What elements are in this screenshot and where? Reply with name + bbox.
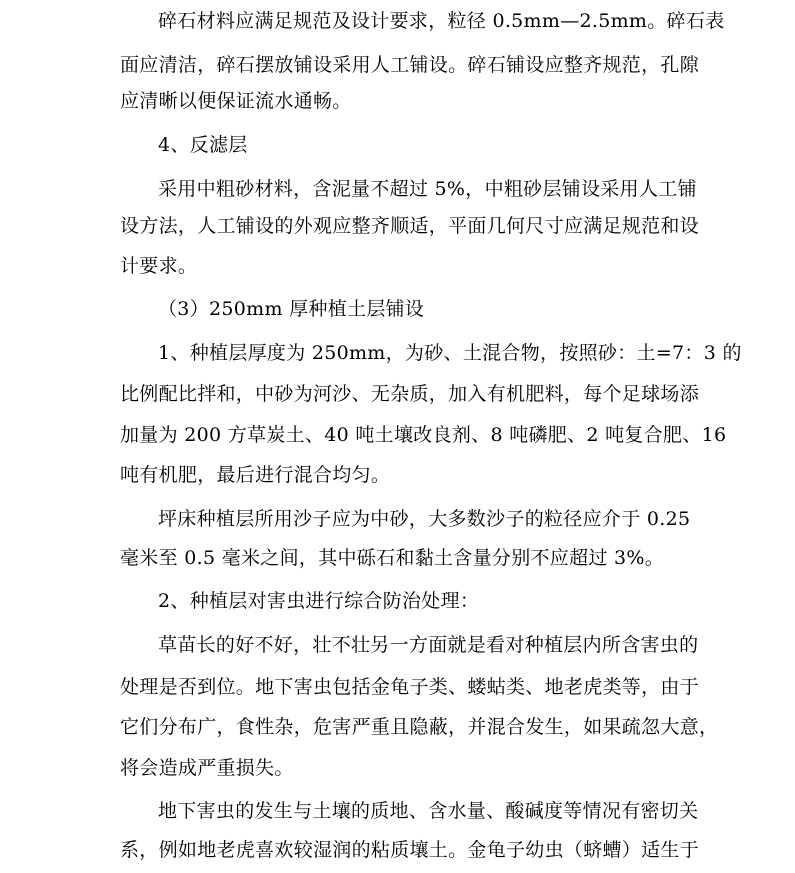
- text-line: 加量为 200 方草炭土、40 吨土壤改良剂、8 吨磷肥、2 吨复合肥、16: [120, 424, 727, 446]
- text-line: 系，例如地老虎喜欢较湿润的粘质壤土。金龟子幼虫（蛴螬）适生于: [120, 839, 700, 861]
- text-line: 计要求。: [120, 255, 198, 277]
- text-line: 吨有机肥，最后进行混合均匀。: [120, 464, 391, 486]
- text-line: 应清晰以便保证流水通畅。: [120, 90, 352, 112]
- section-heading: （3）250mm 厚种植土层铺设: [158, 298, 425, 320]
- text-line: 比例配比拌和，中砂为河沙、无杂质，加入有机肥料，每个足球场添: [120, 383, 700, 405]
- section-heading: 2、种植层对害虫进行综合防治处理：: [158, 590, 480, 612]
- text-line: 毫米至 0.5 毫米之间，其中砾石和黏土含量分别不应超过 3%。: [120, 547, 665, 569]
- text-line: 它们分布广，食性杂，危害严重且隐蔽，并混合发生，如果疏忽大意，: [120, 716, 719, 738]
- text-line: 碎石材料应满足规范及设计要求，粒径 0.5mm—2.5mm。碎石表: [158, 10, 725, 32]
- text-line: 面应清洁，碎石摆放铺设采用人工铺设。碎石铺设应整齐规范，孔隙: [120, 54, 700, 76]
- text-line: 1、种植层厚度为 250mm，为砂、土混合物，按照砂：土=7：3 的: [158, 342, 742, 364]
- text-line: 设方法，人工铺设的外观应整齐顺适，平面几何尺寸应满足规范和设: [120, 215, 700, 237]
- text-line: 草苗长的好不好，壮不壮另一方面就是看对种植层内所含害虫的: [158, 634, 699, 656]
- text-line: 处理是否到位。地下害虫包括金龟子类、蝼蛄类、地老虎类等，由于: [120, 676, 700, 698]
- text-line: 坪床种植层所用沙子应为中砂，大多数沙子的粒径应介于 0.25: [158, 508, 691, 530]
- section-heading: 4、反滤层: [158, 134, 248, 156]
- text-line: 采用中粗砂材料，含泥量不超过 5%，中粗砂层铺设采用人工铺: [158, 178, 697, 200]
- text-line: 将会造成严重损失。: [120, 757, 294, 779]
- text-line: 地下害虫的发生与土壤的质地、含水量、酸碱度等情况有密切关: [158, 800, 699, 822]
